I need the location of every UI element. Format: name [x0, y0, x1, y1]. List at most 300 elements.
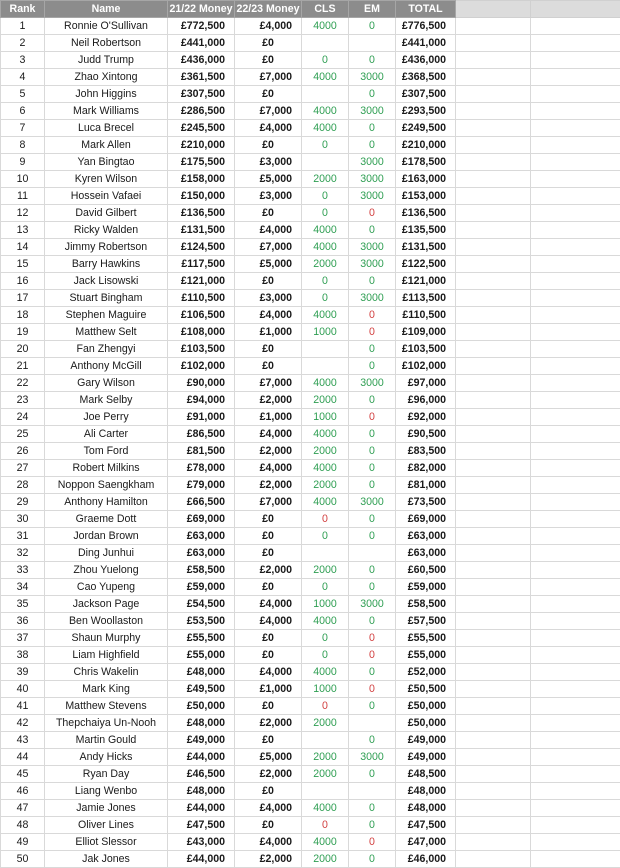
cell-total[interactable]: £131,500 [396, 239, 456, 256]
cell-em[interactable]: 0 [349, 528, 396, 545]
cell-em[interactable]: 3000 [349, 375, 396, 392]
cell-cls[interactable]: 2000 [302, 851, 349, 868]
cell-name[interactable]: Jack Lisowski [45, 273, 168, 290]
empty-cell[interactable] [531, 18, 620, 35]
cell-total[interactable]: £121,000 [396, 273, 456, 290]
cell-m2223[interactable]: £2,000 [235, 562, 302, 579]
empty-cell[interactable] [456, 341, 531, 358]
cell-name[interactable]: Mark Selby [45, 392, 168, 409]
cell-cls[interactable] [302, 358, 349, 375]
cell-total[interactable]: £249,500 [396, 120, 456, 137]
cell-m2223[interactable]: £3,000 [235, 154, 302, 171]
cell-total[interactable]: £153,000 [396, 188, 456, 205]
cell-m2122[interactable]: £108,000 [168, 324, 235, 341]
cell-m2122[interactable]: £361,500 [168, 69, 235, 86]
cell-m2122[interactable]: £286,500 [168, 103, 235, 120]
cell-m2122[interactable]: £94,000 [168, 392, 235, 409]
cell-m2223[interactable]: £1,000 [235, 681, 302, 698]
cell-total[interactable]: £113,500 [396, 290, 456, 307]
cell-cls[interactable]: 1000 [302, 324, 349, 341]
empty-cell[interactable] [456, 511, 531, 528]
empty-cell[interactable] [456, 613, 531, 630]
cell-m2223[interactable]: £0 [235, 647, 302, 664]
cell-m2223[interactable]: £0 [235, 86, 302, 103]
cell-em[interactable] [349, 715, 396, 732]
cell-em[interactable]: 0 [349, 86, 396, 103]
cell-em[interactable]: 3000 [349, 188, 396, 205]
cell-rank[interactable]: 23 [1, 392, 45, 409]
cell-em[interactable]: 0 [349, 732, 396, 749]
empty-cell[interactable] [531, 749, 620, 766]
cell-cls[interactable]: 0 [302, 188, 349, 205]
cell-cls[interactable] [302, 732, 349, 749]
empty-cell[interactable] [456, 324, 531, 341]
empty-cell[interactable] [531, 290, 620, 307]
empty-cell[interactable] [456, 596, 531, 613]
empty-cell[interactable] [456, 18, 531, 35]
cell-rank[interactable]: 21 [1, 358, 45, 375]
cell-m2223[interactable]: £2,000 [235, 443, 302, 460]
empty-cell[interactable] [456, 188, 531, 205]
cell-m2223[interactable]: £0 [235, 528, 302, 545]
cell-m2122[interactable]: £48,000 [168, 715, 235, 732]
cell-name[interactable]: Mark King [45, 681, 168, 698]
cell-m2122[interactable]: £78,000 [168, 460, 235, 477]
cell-cls[interactable]: 4000 [302, 494, 349, 511]
cell-em[interactable] [349, 545, 396, 562]
cell-m2223[interactable]: £0 [235, 511, 302, 528]
empty-cell[interactable] [456, 783, 531, 800]
cell-name[interactable]: Neil Robertson [45, 35, 168, 52]
cell-rank[interactable]: 14 [1, 239, 45, 256]
cell-rank[interactable]: 7 [1, 120, 45, 137]
cell-total[interactable]: £50,000 [396, 715, 456, 732]
cell-cls[interactable]: 2000 [302, 766, 349, 783]
cell-cls[interactable]: 0 [302, 817, 349, 834]
cell-rank[interactable]: 12 [1, 205, 45, 222]
cell-em[interactable]: 0 [349, 579, 396, 596]
cell-rank[interactable]: 41 [1, 698, 45, 715]
cell-m2223[interactable]: £4,000 [235, 834, 302, 851]
cell-em[interactable]: 0 [349, 562, 396, 579]
cell-m2223[interactable]: £0 [235, 35, 302, 52]
cell-m2122[interactable]: £175,500 [168, 154, 235, 171]
cell-rank[interactable]: 19 [1, 324, 45, 341]
cell-name[interactable]: Joe Perry [45, 409, 168, 426]
cell-rank[interactable]: 6 [1, 103, 45, 120]
cell-em[interactable]: 0 [349, 817, 396, 834]
cell-name[interactable]: Matthew Stevens [45, 698, 168, 715]
cell-rank[interactable]: 22 [1, 375, 45, 392]
empty-cell[interactable] [531, 562, 620, 579]
cell-em[interactable]: 3000 [349, 171, 396, 188]
cell-rank[interactable]: 2 [1, 35, 45, 52]
cell-total[interactable]: £48,500 [396, 766, 456, 783]
cell-name[interactable]: Mark Williams [45, 103, 168, 120]
cell-name[interactable]: Andy Hicks [45, 749, 168, 766]
cell-name[interactable]: Chris Wakelin [45, 664, 168, 681]
cell-cls[interactable]: 2000 [302, 749, 349, 766]
cell-m2223[interactable]: £2,000 [235, 766, 302, 783]
cell-rank[interactable]: 9 [1, 154, 45, 171]
cell-em[interactable]: 0 [349, 324, 396, 341]
empty-cell[interactable] [531, 341, 620, 358]
cell-em[interactable]: 0 [349, 834, 396, 851]
cell-rank[interactable]: 39 [1, 664, 45, 681]
empty-cell[interactable] [531, 222, 620, 239]
cell-rank[interactable]: 11 [1, 188, 45, 205]
cell-m2122[interactable]: £48,000 [168, 783, 235, 800]
empty-cell[interactable] [531, 579, 620, 596]
cell-m2122[interactable]: £79,000 [168, 477, 235, 494]
cell-rank[interactable]: 46 [1, 783, 45, 800]
cell-em[interactable] [349, 783, 396, 800]
cell-total[interactable]: £50,500 [396, 681, 456, 698]
cell-rank[interactable]: 42 [1, 715, 45, 732]
empty-cell[interactable] [531, 460, 620, 477]
cell-em[interactable]: 3000 [349, 103, 396, 120]
cell-rank[interactable]: 18 [1, 307, 45, 324]
cell-cls[interactable]: 0 [302, 698, 349, 715]
cell-name[interactable]: Jordan Brown [45, 528, 168, 545]
empty-cell[interactable] [531, 52, 620, 69]
empty-cell[interactable] [531, 664, 620, 681]
cell-name[interactable]: Shaun Murphy [45, 630, 168, 647]
cell-total[interactable]: £136,500 [396, 205, 456, 222]
empty-cell[interactable] [531, 783, 620, 800]
cell-m2223[interactable]: £0 [235, 817, 302, 834]
cell-em[interactable]: 0 [349, 392, 396, 409]
cell-m2223[interactable]: £0 [235, 341, 302, 358]
cell-total[interactable]: £69,000 [396, 511, 456, 528]
cell-total[interactable]: £47,000 [396, 834, 456, 851]
cell-name[interactable]: Fan Zhengyi [45, 341, 168, 358]
cell-total[interactable]: £73,500 [396, 494, 456, 511]
cell-rank[interactable]: 30 [1, 511, 45, 528]
cell-rank[interactable]: 37 [1, 630, 45, 647]
cell-name[interactable]: John Higgins [45, 86, 168, 103]
cell-name[interactable]: Thepchaiya Un-Nooh [45, 715, 168, 732]
empty-cell[interactable] [531, 324, 620, 341]
cell-cls[interactable]: 0 [302, 52, 349, 69]
cell-m2122[interactable]: £49,000 [168, 732, 235, 749]
empty-cell[interactable] [456, 477, 531, 494]
cell-m2223[interactable]: £4,000 [235, 596, 302, 613]
empty-cell[interactable] [456, 681, 531, 698]
cell-total[interactable]: £50,000 [396, 698, 456, 715]
cell-m2223[interactable]: £4,000 [235, 426, 302, 443]
header-rank[interactable]: Rank [1, 1, 45, 18]
cell-em[interactable]: 0 [349, 273, 396, 290]
cell-cls[interactable]: 1000 [302, 681, 349, 698]
cell-cls[interactable]: 0 [302, 290, 349, 307]
cell-m2122[interactable]: £103,500 [168, 341, 235, 358]
cell-m2122[interactable]: £91,000 [168, 409, 235, 426]
cell-name[interactable]: Jamie Jones [45, 800, 168, 817]
cell-name[interactable]: Liang Wenbo [45, 783, 168, 800]
empty-cell[interactable] [456, 358, 531, 375]
cell-m2122[interactable]: £136,500 [168, 205, 235, 222]
empty-cell[interactable] [531, 596, 620, 613]
cell-total[interactable]: £102,000 [396, 358, 456, 375]
cell-rank[interactable]: 35 [1, 596, 45, 613]
header-cls[interactable]: CLS [302, 1, 349, 18]
header-2122-money[interactable]: 21/22 Money [168, 1, 235, 18]
cell-m2223[interactable]: £2,000 [235, 392, 302, 409]
cell-m2223[interactable]: £0 [235, 732, 302, 749]
cell-em[interactable]: 0 [349, 120, 396, 137]
empty-cell[interactable] [531, 103, 620, 120]
cell-total[interactable]: £90,500 [396, 426, 456, 443]
cell-m2122[interactable]: £69,000 [168, 511, 235, 528]
header-empty-col-i[interactable] [531, 1, 620, 18]
empty-cell[interactable] [531, 647, 620, 664]
cell-total[interactable]: £63,000 [396, 545, 456, 562]
cell-m2122[interactable]: £46,500 [168, 766, 235, 783]
cell-total[interactable]: £97,000 [396, 375, 456, 392]
cell-m2223[interactable]: £0 [235, 579, 302, 596]
cell-em[interactable]: 0 [349, 18, 396, 35]
empty-cell[interactable] [531, 766, 620, 783]
cell-rank[interactable]: 36 [1, 613, 45, 630]
cell-m2122[interactable]: £150,000 [168, 188, 235, 205]
cell-em[interactable]: 3000 [349, 290, 396, 307]
cell-rank[interactable]: 25 [1, 426, 45, 443]
empty-cell[interactable] [531, 800, 620, 817]
cell-m2223[interactable]: £3,000 [235, 290, 302, 307]
cell-name[interactable]: Cao Yupeng [45, 579, 168, 596]
cell-m2122[interactable]: £81,500 [168, 443, 235, 460]
empty-cell[interactable] [456, 494, 531, 511]
cell-m2223[interactable]: £3,000 [235, 188, 302, 205]
empty-cell[interactable] [531, 545, 620, 562]
cell-em[interactable]: 0 [349, 664, 396, 681]
cell-total[interactable]: £135,500 [396, 222, 456, 239]
cell-m2122[interactable]: £772,500 [168, 18, 235, 35]
empty-cell[interactable] [456, 120, 531, 137]
cell-rank[interactable]: 24 [1, 409, 45, 426]
empty-cell[interactable] [456, 545, 531, 562]
cell-name[interactable]: Judd Trump [45, 52, 168, 69]
empty-cell[interactable] [531, 817, 620, 834]
cell-m2223[interactable]: £4,000 [235, 18, 302, 35]
cell-cls[interactable]: 2000 [302, 443, 349, 460]
cell-cls[interactable] [302, 35, 349, 52]
cell-name[interactable]: Elliot Slessor [45, 834, 168, 851]
cell-em[interactable]: 0 [349, 409, 396, 426]
cell-em[interactable]: 0 [349, 443, 396, 460]
cell-cls[interactable]: 4000 [302, 800, 349, 817]
cell-m2223[interactable]: £2,000 [235, 477, 302, 494]
cell-cls[interactable]: 4000 [302, 834, 349, 851]
empty-cell[interactable] [456, 375, 531, 392]
cell-m2122[interactable]: £106,500 [168, 307, 235, 324]
cell-total[interactable]: £52,000 [396, 664, 456, 681]
cell-m2223[interactable]: £5,000 [235, 171, 302, 188]
cell-name[interactable]: Ryan Day [45, 766, 168, 783]
cell-total[interactable]: £57,500 [396, 613, 456, 630]
empty-cell[interactable] [531, 851, 620, 868]
cell-rank[interactable]: 15 [1, 256, 45, 273]
cell-cls[interactable]: 0 [302, 273, 349, 290]
empty-cell[interactable] [531, 443, 620, 460]
cell-rank[interactable]: 17 [1, 290, 45, 307]
cell-em[interactable]: 3000 [349, 154, 396, 171]
cell-em[interactable]: 0 [349, 52, 396, 69]
cell-total[interactable]: £109,000 [396, 324, 456, 341]
cell-total[interactable]: £81,000 [396, 477, 456, 494]
cell-m2223[interactable]: £0 [235, 630, 302, 647]
cell-m2122[interactable]: £55,000 [168, 647, 235, 664]
empty-cell[interactable] [456, 86, 531, 103]
cell-m2122[interactable]: £121,000 [168, 273, 235, 290]
cell-em[interactable]: 0 [349, 698, 396, 715]
empty-cell[interactable] [456, 579, 531, 596]
empty-cell[interactable] [456, 698, 531, 715]
cell-name[interactable]: Ronnie O'Sullivan [45, 18, 168, 35]
empty-cell[interactable] [456, 749, 531, 766]
cell-m2122[interactable]: £58,500 [168, 562, 235, 579]
cell-total[interactable]: £48,000 [396, 800, 456, 817]
cell-m2122[interactable]: £53,500 [168, 613, 235, 630]
empty-cell[interactable] [456, 239, 531, 256]
cell-em[interactable]: 0 [349, 460, 396, 477]
cell-m2223[interactable]: £7,000 [235, 69, 302, 86]
cell-m2223[interactable]: £7,000 [235, 494, 302, 511]
empty-cell[interactable] [531, 171, 620, 188]
empty-cell[interactable] [456, 307, 531, 324]
cell-em[interactable]: 0 [349, 426, 396, 443]
cell-cls[interactable]: 4000 [302, 613, 349, 630]
cell-em[interactable]: 0 [349, 137, 396, 154]
empty-cell[interactable] [456, 732, 531, 749]
cell-name[interactable]: Oliver Lines [45, 817, 168, 834]
empty-cell[interactable] [456, 205, 531, 222]
cell-cls[interactable]: 0 [302, 647, 349, 664]
cell-name[interactable]: Barry Hawkins [45, 256, 168, 273]
cell-m2223[interactable]: £4,000 [235, 120, 302, 137]
cell-name[interactable]: Zhou Yuelong [45, 562, 168, 579]
cell-total[interactable]: £776,500 [396, 18, 456, 35]
empty-cell[interactable] [456, 664, 531, 681]
cell-m2223[interactable]: £4,000 [235, 613, 302, 630]
empty-cell[interactable] [531, 715, 620, 732]
empty-cell[interactable] [531, 205, 620, 222]
cell-m2122[interactable]: £436,000 [168, 52, 235, 69]
cell-cls[interactable]: 1000 [302, 409, 349, 426]
cell-m2223[interactable]: £0 [235, 698, 302, 715]
empty-cell[interactable] [531, 358, 620, 375]
cell-total[interactable]: £82,000 [396, 460, 456, 477]
header-name[interactable]: Name [45, 1, 168, 18]
cell-em[interactable]: 3000 [349, 239, 396, 256]
cell-name[interactable]: Robert Milkins [45, 460, 168, 477]
empty-cell[interactable] [456, 222, 531, 239]
cell-em[interactable]: 0 [349, 358, 396, 375]
cell-name[interactable]: Anthony McGill [45, 358, 168, 375]
empty-cell[interactable] [531, 86, 620, 103]
empty-cell[interactable] [456, 273, 531, 290]
cell-rank[interactable]: 29 [1, 494, 45, 511]
cell-rank[interactable]: 33 [1, 562, 45, 579]
cell-rank[interactable]: 48 [1, 817, 45, 834]
cell-rank[interactable]: 31 [1, 528, 45, 545]
cell-m2122[interactable]: £63,000 [168, 528, 235, 545]
cell-em[interactable]: 3000 [349, 749, 396, 766]
cell-m2122[interactable]: £441,000 [168, 35, 235, 52]
cell-cls[interactable]: 0 [302, 205, 349, 222]
cell-total[interactable]: £83,500 [396, 443, 456, 460]
cell-rank[interactable]: 40 [1, 681, 45, 698]
cell-em[interactable]: 0 [349, 222, 396, 239]
cell-name[interactable]: Gary Wilson [45, 375, 168, 392]
cell-m2223[interactable]: £4,000 [235, 800, 302, 817]
cell-m2223[interactable]: £0 [235, 783, 302, 800]
cell-total[interactable]: £49,000 [396, 732, 456, 749]
cell-rank[interactable]: 34 [1, 579, 45, 596]
cell-m2122[interactable]: £43,000 [168, 834, 235, 851]
cell-rank[interactable]: 45 [1, 766, 45, 783]
cell-cls[interactable] [302, 783, 349, 800]
cell-m2122[interactable]: £55,500 [168, 630, 235, 647]
cell-cls[interactable]: 2000 [302, 477, 349, 494]
empty-cell[interactable] [456, 103, 531, 120]
cell-total[interactable]: £47,500 [396, 817, 456, 834]
cell-m2122[interactable]: £90,000 [168, 375, 235, 392]
cell-cls[interactable]: 2000 [302, 256, 349, 273]
cell-m2223[interactable]: £2,000 [235, 851, 302, 868]
cell-m2122[interactable]: £102,000 [168, 358, 235, 375]
cell-rank[interactable]: 49 [1, 834, 45, 851]
cell-name[interactable]: Yan Bingtao [45, 154, 168, 171]
cell-m2223[interactable]: £2,000 [235, 715, 302, 732]
cell-m2122[interactable]: £307,500 [168, 86, 235, 103]
empty-cell[interactable] [456, 290, 531, 307]
empty-cell[interactable] [456, 528, 531, 545]
cell-m2122[interactable]: £110,500 [168, 290, 235, 307]
cell-name[interactable]: Mark Allen [45, 137, 168, 154]
cell-cls[interactable]: 2000 [302, 562, 349, 579]
cell-m2122[interactable]: £47,500 [168, 817, 235, 834]
cell-em[interactable]: 0 [349, 341, 396, 358]
cell-cls[interactable]: 0 [302, 511, 349, 528]
cell-name[interactable]: Graeme Dott [45, 511, 168, 528]
cell-cls[interactable] [302, 341, 349, 358]
empty-cell[interactable] [531, 528, 620, 545]
cell-rank[interactable]: 5 [1, 86, 45, 103]
cell-name[interactable]: Kyren Wilson [45, 171, 168, 188]
header-total[interactable]: TOTAL [396, 1, 456, 18]
empty-cell[interactable] [456, 409, 531, 426]
cell-m2122[interactable]: £50,000 [168, 698, 235, 715]
empty-cell[interactable] [531, 613, 620, 630]
cell-em[interactable]: 3000 [349, 494, 396, 511]
cell-m2122[interactable]: £124,500 [168, 239, 235, 256]
cell-em[interactable]: 0 [349, 205, 396, 222]
empty-cell[interactable] [456, 630, 531, 647]
empty-cell[interactable] [531, 698, 620, 715]
empty-cell[interactable] [531, 409, 620, 426]
cell-cls[interactable]: 4000 [302, 18, 349, 35]
empty-cell[interactable] [531, 681, 620, 698]
cell-cls[interactable]: 0 [302, 528, 349, 545]
cell-name[interactable]: Hossein Vafaei [45, 188, 168, 205]
cell-em[interactable]: 0 [349, 511, 396, 528]
empty-cell[interactable] [456, 834, 531, 851]
cell-name[interactable]: Noppon Saengkham [45, 477, 168, 494]
cell-em[interactable]: 0 [349, 766, 396, 783]
cell-rank[interactable]: 28 [1, 477, 45, 494]
